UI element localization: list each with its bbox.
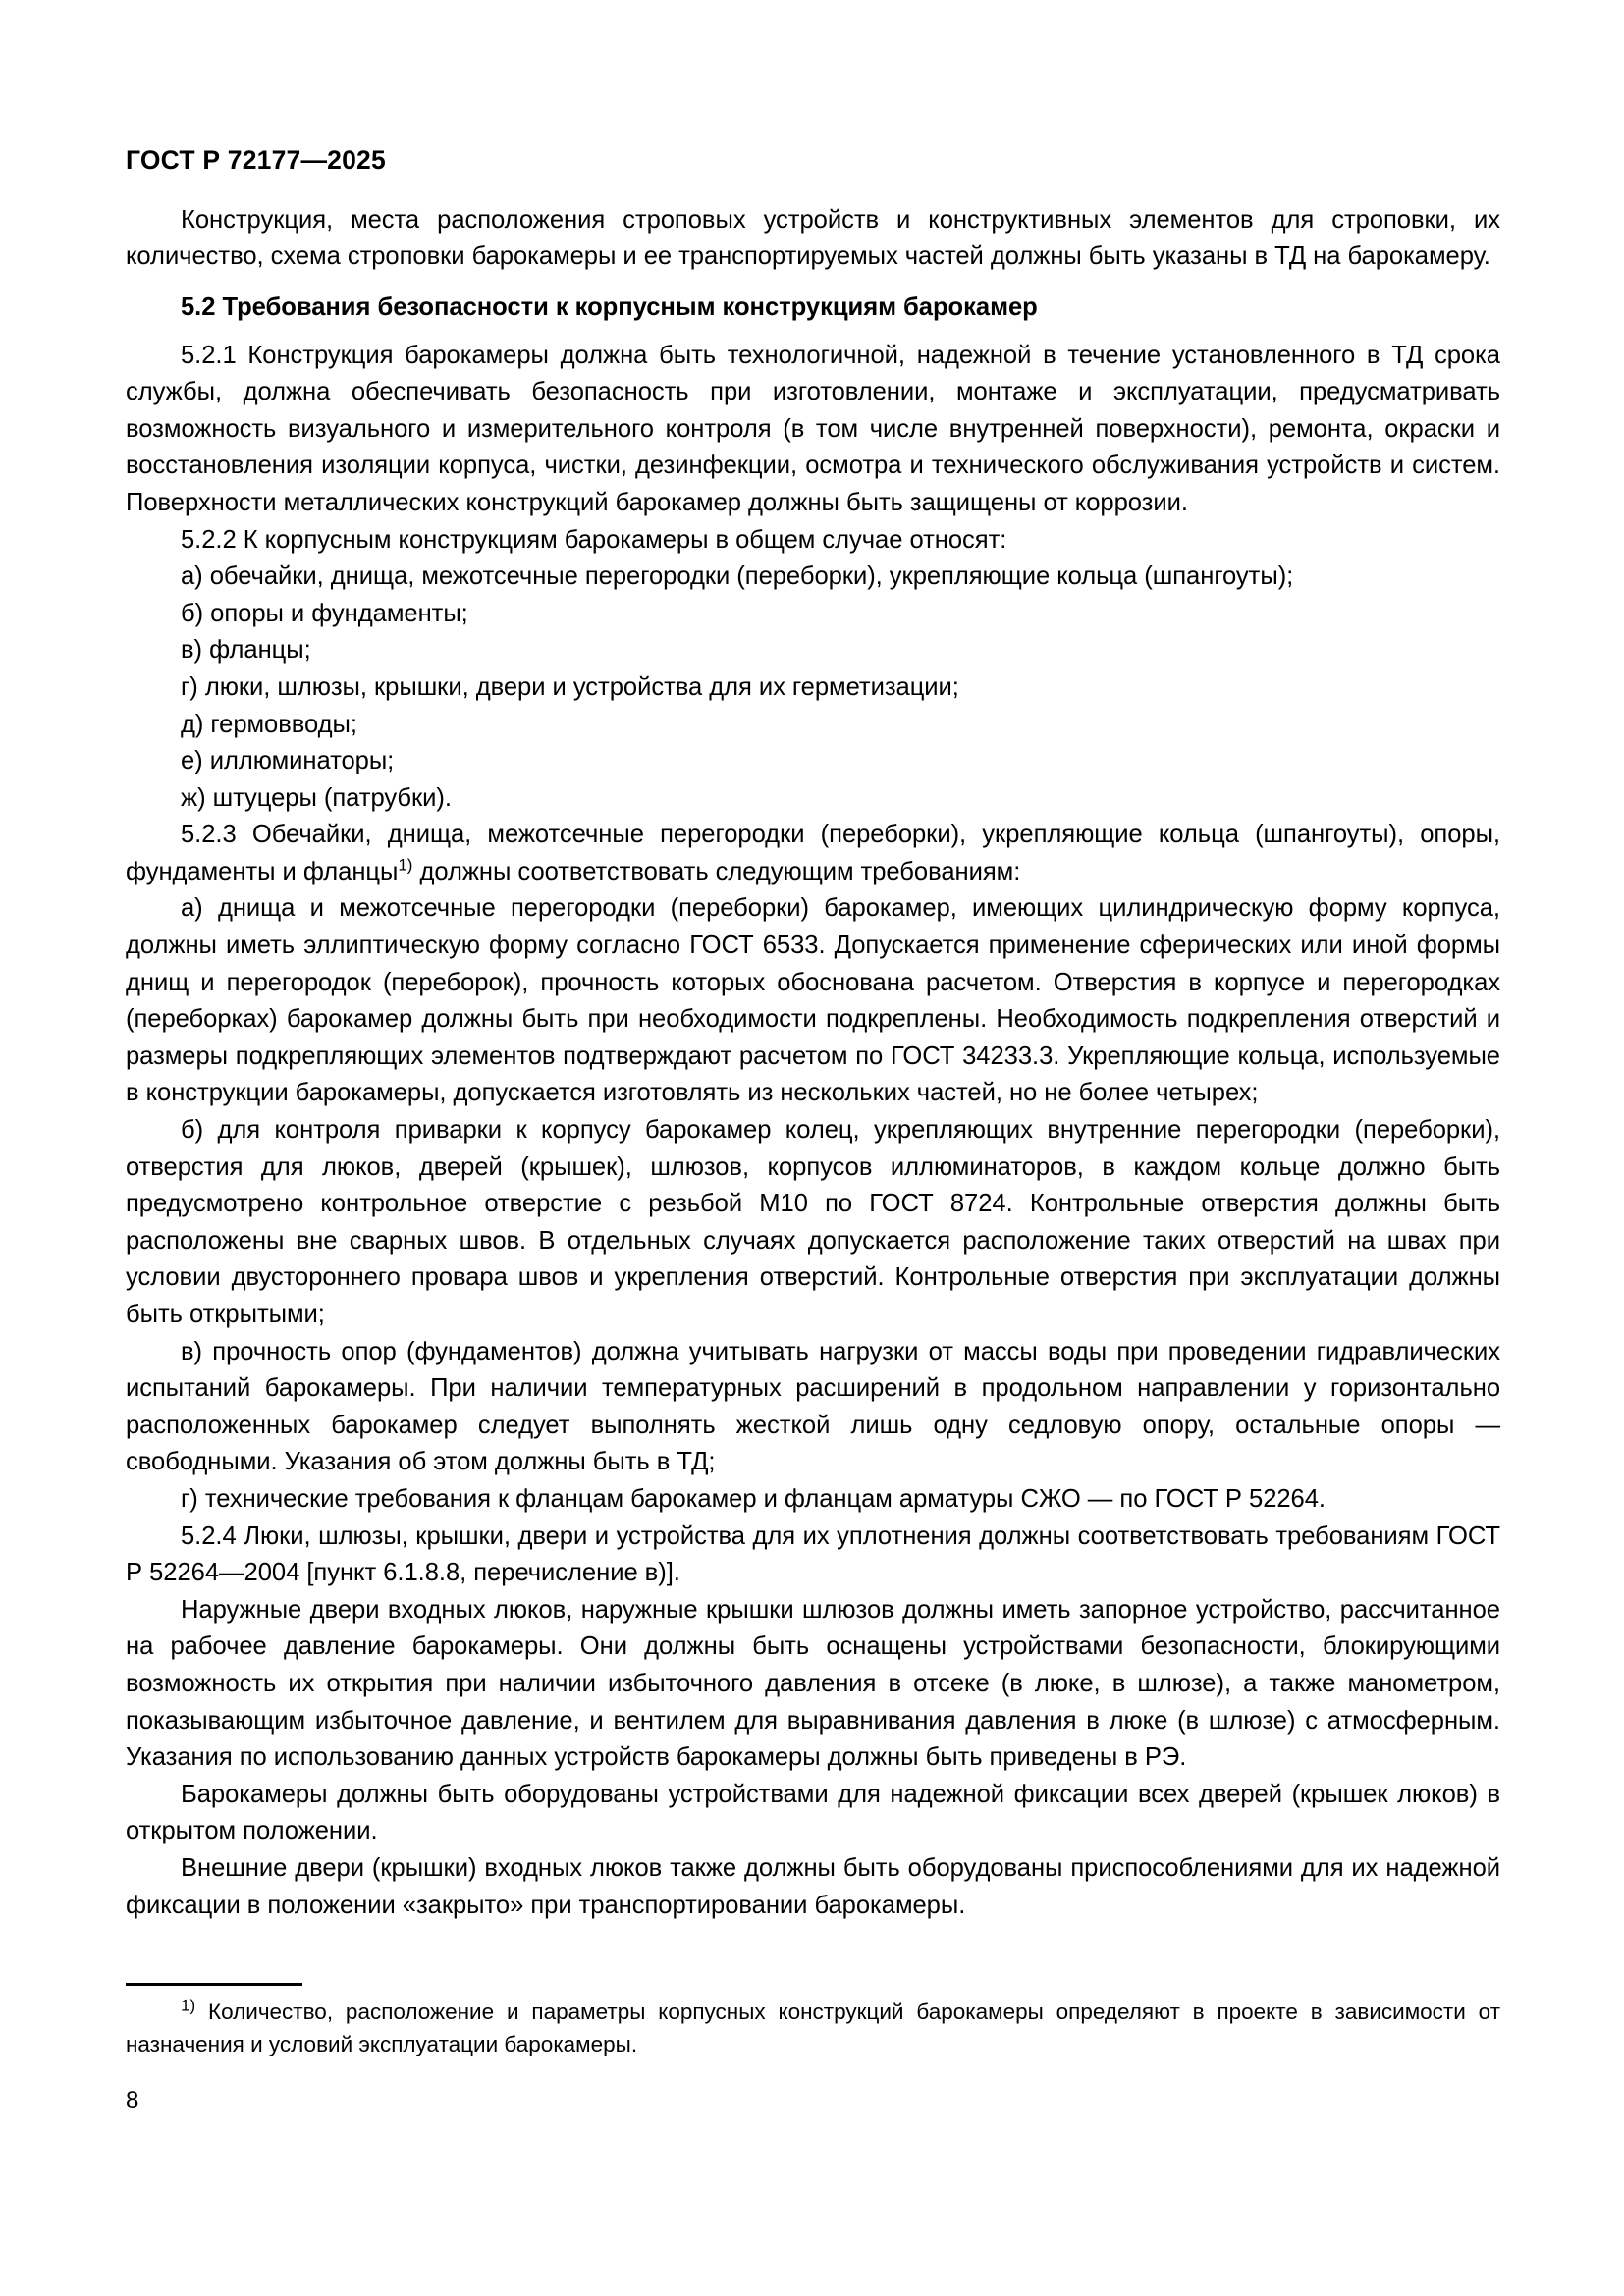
list-item: ж) штуцеры (патрубки). bbox=[181, 783, 452, 812]
list-item: г) люки, шлюзы, крышки, двери и устройства для их герметизации; bbox=[181, 672, 959, 701]
paragraph-fixation-open: Барокамеры должны быть оборудованы устройствами для надежной фиксации всех дверей (крышек люков) в открытом положении. bbox=[126, 1780, 1500, 1845]
list-item: е) иллюминаторы; bbox=[181, 747, 395, 775]
clause-5-2-3-item-g: г) технические требования к фланцам барокамер и фланцам арматуры СЖО — по ГОСТ Р 52264. bbox=[181, 1484, 1326, 1513]
clause-5-2-2-lead: 5.2.2 К корпусным конструкциям барокамеры в общем случае относят: bbox=[181, 525, 1007, 554]
list-item: б) опоры и фундаменты; bbox=[181, 599, 468, 627]
page-number: 8 bbox=[126, 2087, 139, 2113]
page-content bbox=[126, 0, 1500, 1924]
footnote-body-text: Количество, расположение и параметры корпусных конструкций барокамеры определяют в проекте в зависимости от назначения и условий эксплуатации барокамеры. bbox=[126, 2000, 1500, 2056]
footnote-reference-marker: 1) bbox=[398, 855, 413, 875]
list-item: д) гермовводы; bbox=[181, 710, 357, 738]
paragraph-fixation-closed: Внешние двери (крышки) входных люков также должны быть оборудованы приспособлениями для их надежной фиксации в положении «закрыто» при транспортировании барокамеры. bbox=[126, 1853, 1500, 1919]
clause-5-2-3-lead-text-a: 5.2.3 Обечайки, днища, межотсечные перегородки (переборки), укрепляющие кольца (шпангоуты), опоры, фундаменты и фланцы bbox=[126, 821, 1500, 885]
clause-5-2-3-lead-text-b: должны соответствовать следующим требованиям: bbox=[412, 857, 1021, 885]
footnote-entry bbox=[126, 1996, 1500, 2060]
section-heading-5-2: 5.2 Требования безопасности к корпусным конструкциям барокамер bbox=[181, 293, 1038, 321]
clause-5-2-1: 5.2.1 Конструкция барокамеры должна быть технологичной, надежной в течение установленного в ТД срока службы, должна обеспечивать безопасность при изготовлении, монтаже и эксплуатации, предусматривать возможность визуального и измерительного контроля (в том числе внутренней поверхности), ремонта, окраски и восстановления изоляции корпуса, чистки, дезинфекции, осмотра и технического обслуживания устройств и систем. Поверхности металлических конструкций барокамер должны быть защищены от коррозии. bbox=[126, 341, 1500, 516]
list-item: в) фланцы; bbox=[181, 636, 311, 665]
paragraph-outer-doors: Наружные двери входных люков, наружные крышки шлюзов должны иметь запорное устройство, рассчитанное на рабочее давление барокамеры. Они должны быть оснащены устройствами безопасности, блокирующими возможность их открытия при наличии избыточного давления в отсеке (в люке, в шлюзе), а также манометром, показывающим избыточное давление, и вентилем для выравнивания давления в люке (в шлюзе) с атмосферным. Указания по использованию данных устройств барокамеры должны быть приведены в РЭ. bbox=[126, 1595, 1500, 1772]
running-header-standard-number: ГОСТ Р 72177—2025 bbox=[126, 145, 386, 175]
document-body bbox=[126, 202, 1500, 1924]
clause-5-2-3-item-b: б) для контроля приварки к корпусу барокамер колец, укрепляющих внутренние перегородки (переборки), отверстия для люков, дверей (крышек), шлюзов, корпусов иллюминаторов, в каждом кольце должно быть предусмотрено контрольное отверстие с резьбой М10 по ГОСТ 8724. Контрольные отверстия должны быть расположены вне сварных швов. В отдельных случаях допускается расположение таких отверстий на швах при условии двустороннего провара швов и укрепления отверстий. Контрольные отверстия при эксплуатации должны быть открытыми; bbox=[126, 1116, 1500, 1329]
clause-5-2-3-item-a: а) днища и межотсечные перегородки (переборки) барокамер, имеющих цилиндрическую форму корпуса, должны иметь эллиптическую форму согласно ГОСТ 6533. Допускается применение сферических или иной формы днищ и перегородок (переборок), прочность которых обоснована расчетом. Отверстия в корпусе и перегородках (переборках) барокамер должны быть при необходимости подкреплены. Необходимость подкрепления отверстий и размеры подкрепляющих элементов подтверждают расчетом по ГОСТ 34233.3. Укрепляющие кольца, используемые в конструкции барокамеры, допускается изготовлять из нескольких частей, но не более четырех; bbox=[126, 894, 1500, 1107]
list-item: а) обечайки, днища, межотсечные перегородки (переборки), укрепляющие кольца (шпангоуты); bbox=[181, 562, 1294, 591]
footnote-area bbox=[126, 1983, 1500, 2060]
paragraph-intro: Конструкция, места расположения строповых устройств и конструктивных элементов для строповки, их количество, схема строповки барокамеры и ее транспортируемых частей должны быть указаны в ТД на барокамеру. bbox=[126, 205, 1500, 271]
clause-5-2-4: 5.2.4 Люки, шлюзы, крышки, двери и устройства для их уплотнения должны соответствовать требованиям ГОСТ Р 52264—2004 [пункт 6.1.8.8, перечисление в)]. bbox=[126, 1522, 1500, 1587]
clause-5-2-3-item-v: в) прочность опор (фундаментов) должна учитывать нагрузки от массы воды при проведении гидравлических испытаний барокамеры. При наличии температурных расширений в продольном направлении у горизонтально расположенных барокамер следует выполнять жесткой лишь одну седловую опору, остальные опоры — свободными. Указания об этом должны быть в ТД; bbox=[126, 1337, 1500, 1476]
clause-5-2-3-lead bbox=[126, 817, 1500, 890]
footnote-marker: 1) bbox=[181, 1996, 196, 2015]
footnote-separator-rule bbox=[126, 1983, 302, 1986]
